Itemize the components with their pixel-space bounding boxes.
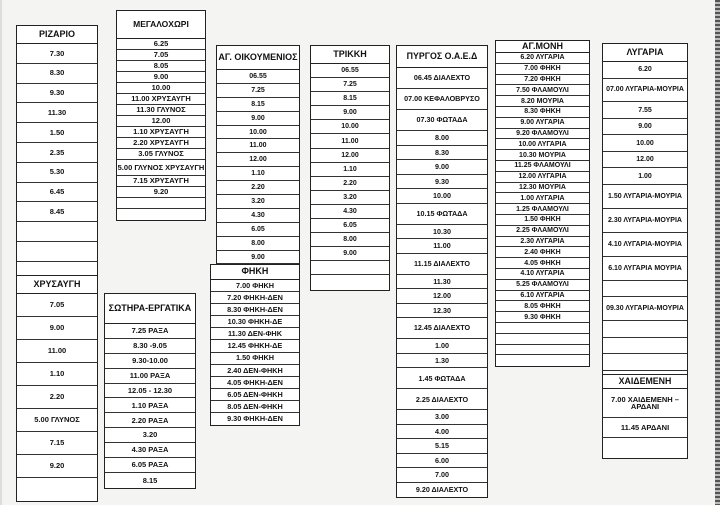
- timetable-row: 2.40 ΔΕΝ-ΦΗΚΗ: [211, 365, 299, 377]
- timetable-pyrgos: [396, 45, 488, 498]
- timetable-row: 11.25 ΦΛΑΜΟΥΛΙ: [496, 161, 589, 172]
- timetable-row: 10.30: [397, 225, 487, 240]
- timetable-row: 12.00: [217, 153, 299, 167]
- timetable-row: 11.30: [397, 275, 487, 290]
- timetable-row: 6.25: [117, 39, 205, 50]
- timetable-header: ΦΗΚΗ: [211, 265, 299, 280]
- timetable-row: 8.45: [17, 202, 97, 222]
- timetable-row: 6.20 ΛΥΓΑΡΙΑ: [496, 53, 589, 64]
- timetable-header: ΑΓ.ΜΟΝΗ: [496, 41, 589, 53]
- timetable-row: 2.35: [17, 143, 97, 163]
- timetable-row: 4.00: [397, 425, 487, 440]
- timetable-row: 2.30 ΛΥΓΑΡΙΑ-ΜΟΥΡΙΑ: [603, 209, 687, 233]
- scan-right-edge: [715, 0, 720, 505]
- timetable-row: 4.10 ΛΥΓΑΡΙΑ-ΜΟΥΡΙΑ: [603, 233, 687, 257]
- timetable-ag_moni: [495, 40, 590, 367]
- timetable-header: ΠΥΡΓΟΣ Ο.Α.Ε.Δ: [397, 46, 487, 68]
- timetable-row: 1.50 ΦΗΚΗ: [496, 215, 589, 226]
- timetable-row: 2.30 ΛΥΓΑΡΙΑ: [496, 237, 589, 248]
- timetable-row: 6.20: [603, 62, 687, 79]
- timetable-row: 9.20 ΦΛΑΜΟΥΛΙ: [496, 129, 589, 140]
- timetable-row: [603, 438, 687, 458]
- timetable-row: 7.55: [603, 102, 687, 119]
- timetable-row: 06.55: [217, 70, 299, 84]
- timetable-row: 2.20: [217, 181, 299, 195]
- timetable-row: 2.20: [17, 386, 97, 409]
- timetable-row: 4.05 ΦΗΚΗ-ΔΕΝ: [211, 377, 299, 389]
- timetable-row: 10.00: [603, 135, 687, 152]
- timetable-sotira: [104, 293, 196, 489]
- timetable-row: 10.00: [311, 120, 389, 134]
- timetable-header: ΤΡΙΚΚΗ: [311, 46, 389, 64]
- timetable-row: 11.00 ΡΑΞΑ: [105, 369, 195, 384]
- timetable-row: 6.00: [397, 454, 487, 469]
- timetable-row: 7.20 ΦΗΚΗ-ΔΕΝ: [211, 292, 299, 304]
- timetable-row: 9.00: [311, 247, 389, 261]
- timetable-row: 7.00: [397, 468, 487, 483]
- timetable-row: 12.00 ΛΥΓΑΡΙΑ: [496, 172, 589, 183]
- timetable-row: 7.00 ΧΑΙΔΕΜΕΝΗ – ΑΡΔΑΝΙ: [603, 389, 687, 418]
- timetable-row: 11.30 ΔΕΝ-ΦΗΚ: [211, 328, 299, 340]
- timetable-xrysaygi: [16, 275, 98, 502]
- timetable-row: 11.00 ΧΡΥΣΑΥΓΗ: [117, 94, 205, 105]
- timetable-xaidemeni: [602, 374, 688, 459]
- timetable-row: 11.45 ΑΡΔΑΝΙ: [603, 418, 687, 438]
- timetable-row: 8.20 ΜΟΥΡΙΑ: [496, 96, 589, 107]
- timetable-row: 7.00 ΦΗΚΗ: [211, 280, 299, 292]
- timetable-header: ΧΡΥΣΑΥΓΗ: [17, 276, 97, 294]
- timetable-row: [311, 261, 389, 275]
- timetable-row: 9.30 ΦΗΚΗ-ΔΕΝ: [227, 414, 283, 424]
- timetable-row: 3.20: [105, 428, 195, 443]
- timetable-row: 11.00: [217, 139, 299, 153]
- timetable-row: 3.20: [311, 191, 389, 205]
- timetable-row: 9.20: [117, 187, 205, 198]
- timetable-row: 2.20 ΡΑΞΑ: [105, 413, 195, 428]
- timetable-row: 1.50 ΦΗΚΗ: [211, 353, 299, 365]
- timetable-row: 09.30 ΛΥΓΑΡΙΑ-ΜΟΥΡΙΑ: [603, 297, 687, 321]
- timetable-row: 8.30: [17, 64, 97, 84]
- timetable-row: 1.10: [217, 167, 299, 181]
- timetable-row: 5.15: [397, 439, 487, 454]
- timetable-row: 6.45: [17, 183, 97, 203]
- timetable-row: [311, 275, 389, 289]
- timetable-row: [496, 345, 589, 356]
- timetable-row: 07.00 ΚΕΦΑΛΟΒΡΥΣΟ: [397, 89, 487, 110]
- timetable-row: 12.30 ΜΟΥΡΙΑ: [496, 183, 589, 194]
- timetable-row: 11.30: [17, 103, 97, 123]
- timetable-row: 12.00: [397, 289, 487, 304]
- timetable-row: 8.15: [217, 98, 299, 112]
- timetable-lygaria: [602, 43, 688, 388]
- timetable-header: ΣΩΤΗΡΑ-ΕΡΓΑΤΙΚΑ: [105, 294, 195, 324]
- timetable-row: 5.25 ΦΛΑΜΟΥΛΙ: [496, 280, 589, 291]
- timetable-row: 9.30-10.00: [105, 354, 195, 369]
- timetable-row: 4.05 ΦΗΚΗ: [496, 258, 589, 269]
- timetable-row: 9.00: [217, 251, 299, 265]
- timetable-row: 8.30 -9.05: [105, 339, 195, 354]
- timetable-row: 11.30 ΓΛΥΝΟΣ: [117, 105, 205, 116]
- timetable-row: 8.15: [142, 475, 158, 485]
- timetable-row: 3.05 ΓΛΥΝΟΣ: [117, 149, 205, 160]
- timetable-row: [496, 355, 589, 366]
- timetable-row: 7.00 ΦΗΚΗ: [496, 64, 589, 75]
- timetable-row: 10.00: [397, 189, 487, 204]
- timetable-row: [603, 354, 687, 371]
- timetable-row: 12.30: [397, 304, 487, 319]
- timetable-row: 6.05 ΡΑΞΑ: [105, 458, 195, 473]
- timetable-ag_oikoumenios: [216, 45, 300, 293]
- timetable-row: 3.00: [397, 410, 487, 425]
- timetable-row: 8.05 ΦΗΚΗ: [496, 301, 589, 312]
- timetable-row: 06.55: [311, 64, 389, 78]
- timetable-row: [603, 338, 687, 355]
- timetable-row: 1.00 ΛΥΓΑΡΙΑ: [496, 193, 589, 204]
- timetable-row: 7.20 ΦΗΚΗ: [496, 75, 589, 86]
- timetable-row: 9.00: [117, 72, 205, 83]
- timetable-megaloxori: [116, 10, 206, 221]
- timetable-row: 1.50 ΛΥΓΑΡΙΑ-ΜΟΥΡΙΑ: [603, 185, 687, 209]
- timetable-row: 11.00: [397, 239, 487, 254]
- timetable-header: ΑΓ. ΟΙΚΟΥΜΕΝΙΟΣ: [217, 46, 299, 70]
- timetable-row: 2.40 ΦΗΚΗ: [496, 247, 589, 258]
- timetable-row: 6.10 ΛΥΓΑΡΙΑ ΜΟΥΡΙΑ: [603, 257, 687, 281]
- timetable-row: 6.10 ΛΥΓΑΡΙΑ: [496, 291, 589, 302]
- timetable-row: 8.00: [217, 237, 299, 251]
- timetable-row: 4.10 ΛΥΓΑΡΙΑ: [496, 269, 589, 280]
- timetable-row: 2.20 ΧΡΥΣΑΥΓΗ: [117, 138, 205, 149]
- timetable-row: 5.00 ΓΛΥΝΟΣ: [17, 409, 97, 432]
- timetable-row: 2.25 ΔΙΑΛΕΧΤΟ: [397, 389, 487, 410]
- timetable-row: 9.00: [603, 119, 687, 136]
- timetable-row: 11.00: [17, 340, 97, 363]
- timetable-row: 8.30 ΦΗΚΗ: [496, 107, 589, 118]
- timetable-row: [603, 321, 687, 338]
- timetable-row: 6.05 ΔΕΝ-ΦΗΚΗ: [211, 389, 299, 401]
- timetable-row: 1.00: [397, 339, 487, 354]
- timetable-row: 9.00: [17, 317, 97, 340]
- timetable-row: 9.00: [311, 106, 389, 120]
- timetable-row: 12.00: [311, 149, 389, 163]
- timetable-row: [603, 281, 687, 298]
- timetable-row: 4.30: [217, 209, 299, 223]
- timetable-row: 7.15 ΧΡΥΣΑΥΓΗ: [117, 176, 205, 187]
- timetable-row: [117, 209, 205, 220]
- timetable-row: 1.00: [603, 168, 687, 185]
- timetable-row: 8.00: [311, 233, 389, 247]
- timetable-row: 1.30: [397, 354, 487, 369]
- timetable-row: [496, 323, 589, 334]
- timetable-row: 1.25 ΦΛΑΜΟΥΛΙ: [496, 204, 589, 215]
- timetable-row: 9.30: [397, 175, 487, 190]
- timetable-row: 7.05: [117, 50, 205, 61]
- timetable-row: 7.25: [311, 78, 389, 92]
- timetable-row: [17, 478, 97, 501]
- timetable-row: 8.05 ΔΕΝ-ΦΗΚΗ: [211, 401, 299, 413]
- timetable-row: 10.00: [217, 126, 299, 140]
- timetable-row: [496, 334, 589, 345]
- timetable-row: 8.30: [397, 146, 487, 161]
- timetable-row: 9.00: [217, 112, 299, 126]
- timetable-row: 2.20: [311, 177, 389, 191]
- timetable-row: [17, 222, 97, 242]
- timetable-row: 11.00: [311, 134, 389, 148]
- timetable-row: 07.00 ΛΥΓΑΡΙΑ-ΜΟΥΡΙΑ: [603, 79, 687, 103]
- timetable-row: 3.20: [217, 195, 299, 209]
- timetable-header: ΧΑΙΔΕΜΕΝΗ: [603, 375, 687, 389]
- timetable-row: 9.30: [17, 84, 97, 104]
- timetable-row: 7.25 ΡΑΞΑ: [105, 324, 195, 339]
- timetable-row: 12.00: [117, 116, 205, 127]
- timetable-row: 9.30 ΦΗΚΗ: [496, 312, 589, 323]
- timetable-row: 5.00 ΓΛΥΝΟΣ ΧΡΥΣΑΥΓΗ: [117, 160, 205, 176]
- timetable-row: 4.30 ΡΑΞΑ: [105, 443, 195, 458]
- timetable-row: 5.30: [17, 163, 97, 183]
- timetable-row: 10.00: [117, 83, 205, 94]
- timetable-row: 7.30: [17, 44, 97, 64]
- timetable-row: 7.15: [17, 432, 97, 455]
- timetable-row: 1.45 ΦΩΤΑΔΑ: [397, 368, 487, 389]
- timetable-fiki: [210, 264, 300, 426]
- timetable-row: [17, 242, 97, 262]
- timetable-row: 4.30: [311, 205, 389, 219]
- timetable-row: [117, 198, 205, 209]
- timetable-row: 6.05: [217, 223, 299, 237]
- timetable-row: 10.30 ΦΗΚΗ-ΔΕ: [211, 316, 299, 328]
- timetable-row: 12.00: [603, 152, 687, 169]
- timetable-row: 7.25: [217, 84, 299, 98]
- timetable-row: 2.25 ΦΛΑΜΟΥΛΙ: [496, 226, 589, 237]
- timetable-row: 1.10 ΡΑΞΑ: [105, 398, 195, 413]
- timetable-row: 9.00: [397, 160, 487, 175]
- timetable-row: 6.05: [311, 219, 389, 233]
- timetable-row: 1.10: [17, 363, 97, 386]
- timetable-row: 10.15 ΦΩΤΑΔΑ: [397, 204, 487, 225]
- timetable-header: ΛΥΓΑΡΙΑ: [603, 44, 687, 62]
- timetable-row: 8.00: [397, 131, 487, 146]
- timetable-row: 1.10: [311, 163, 389, 177]
- timetable-row: 8.15: [311, 92, 389, 106]
- timetable-row: 10.30 ΜΟΥΡΙΑ: [496, 150, 589, 161]
- timetable-row: 1.10 ΧΡΥΣΑΥΓΗ: [117, 127, 205, 138]
- timetable-row: 06.45 ΔΙΑΛΕΧΤΟ: [397, 68, 487, 89]
- timetable-row: 9.20 ΔΙΑΛΕΧΤΟ: [415, 485, 469, 495]
- timetable-row: 8.30 ΦΗΚΗ-ΔΕΝ: [211, 304, 299, 316]
- scan-left-edge: [0, 0, 2, 505]
- timetable-header: ΡΙΖΑΡΙΟ: [17, 26, 97, 44]
- timetable-row: 1.50: [17, 123, 97, 143]
- timetable-trikki: [310, 45, 390, 291]
- timetable-row: 07.30 ΦΩΤΑΔΑ: [397, 110, 487, 131]
- timetable-row: 9.00 ΛΥΓΑΡΙΑ: [496, 118, 589, 129]
- timetable-header: ΜΕΓΑΛΟΧΩΡΙ: [117, 11, 205, 39]
- timetable-row: 7.05: [17, 294, 97, 317]
- timetable-row: 11.15 ΔΙΑΛΕΧΤΟ: [397, 254, 487, 275]
- timetable-row: 7.50 ΦΛΑΜΟΥΛΙ: [496, 85, 589, 96]
- timetable-row: 9.20: [17, 455, 97, 478]
- timetable-row: 8.05: [117, 61, 205, 72]
- timetable-row: 12.05 - 12.30: [105, 384, 195, 399]
- timetable-row: 12.45 ΦΗΚΗ-ΔΕ: [211, 340, 299, 352]
- timetable-row: 12.45 ΔΙΑΛΕΧΤΟ: [397, 318, 487, 339]
- timetable-row: 10.00 ΛΥΓΑΡΙΑ: [496, 139, 589, 150]
